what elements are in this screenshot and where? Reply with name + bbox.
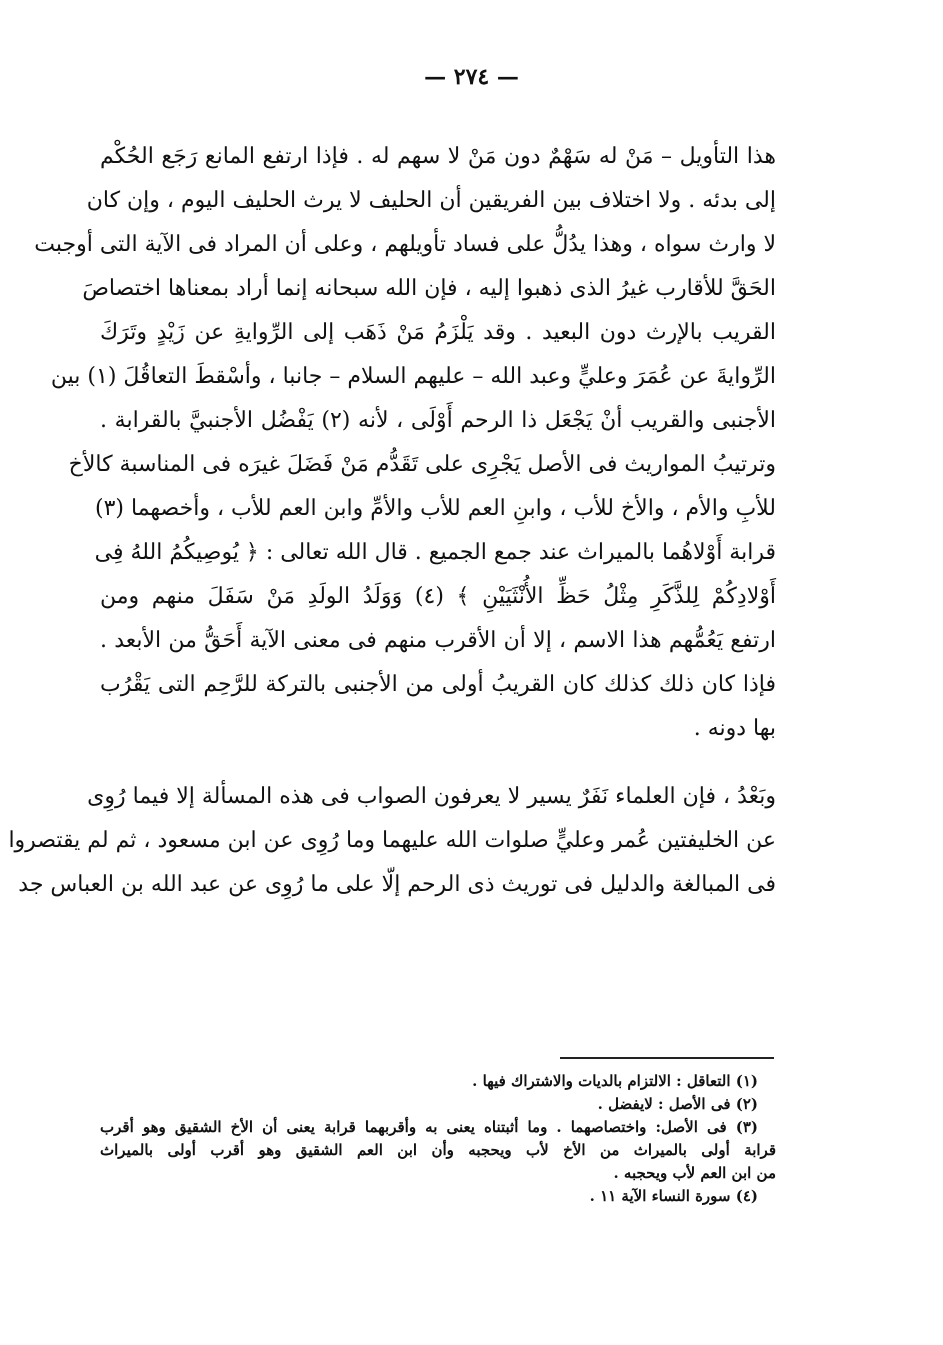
main-text xyxy=(8,135,777,907)
paragraph-gap xyxy=(100,751,776,775)
footnote-3: (٣) فى الأصل: واختصاصهما . وما أثبتناه يعنى به وأقربهما قرابة يعنى أن الأخ الشقيق وهو أقرب xyxy=(100,1118,758,1136)
text-line: بها دونه . xyxy=(693,716,776,741)
text-line: لا وارث سواه ، وهذا يدُلُّ على فساد تأويلهم ، وعلى أن المراد فى الآية التى أوجبت xyxy=(34,232,776,257)
footnotes xyxy=(100,1070,776,1208)
text-line: فى المبالغة والدليل فى توريث ذى الرحم إلّا على ما رُوِى عن عبد الله بن العباس جد xyxy=(18,872,776,897)
text-line: ارتفع يَعُمُّهم هذا الاسم ، إلا أن الأقرب منهم فى معنى الآية أَحَقُّ من الأبعد . xyxy=(100,628,776,653)
text-line: فإذا كان ذلك كذلك كان القريبُ أولى من الأجنبى بالتركة للرَّحِم التى يَقْرُب xyxy=(100,672,776,697)
text-line: الرِّوايةَ عن عُمَرَ وعليٍّ وعبد الله – عليهم السلام – جانبا ، وأسْقطَ التعاقُلَ (١) بين xyxy=(50,364,776,389)
footnote-4: (٤) سورة النساء الآية ١١ . xyxy=(589,1187,758,1205)
text-line: هذا التأويل – مَنْ له سَهْمٌ دون مَنْ لا سهم له . فإذا ارتفع المانع رَجَع الحُكْم xyxy=(100,144,776,169)
footnote-3-end: من ابن العم لأب ويحجبه . xyxy=(613,1164,776,1182)
text-line: الحَقَّ للأقارب غيرُ الذى ذهبوا إليه ، فإن الله سبحانه إنما أراد بمعناها اختصاصَ xyxy=(82,276,776,301)
text-line: وترتيبُ المواريث فى الأصل يَجْرِى على تَقَدُّم مَنْ فَضَلَ غيرَه فى المناسبة كالأخ xyxy=(68,452,776,477)
footnote-divider xyxy=(560,1057,774,1059)
page-number: — ٢٧٤ — xyxy=(424,64,519,90)
footnote-3-continued: قرابة أولى بالميراث من الأخ لأب ويحجبه وأن ابن العم الشقيق وهو أقرب أولى بالميراث xyxy=(100,1141,776,1159)
text-line: قرابة أَوْلاهُما بالميراث عند جمع الجميع . قال الله تعالى : ﴿ يُوصِيكُمُ اللهُ فِى xyxy=(94,540,776,565)
text-line: القريب بالإرث دون البعيد . وقد يَلْزَمُ مَنْ ذَهَب إلى الرِّوايةِ عن زَيْدٍ وتَرَكَ xyxy=(100,320,776,345)
footnote-1: (١) التعاقل : الالتزام بالديات والاشتراك فيها . xyxy=(472,1072,758,1090)
text-line: إلى بدئه . ولا اختلاف بين الفريقين أن الحليف لا يرث الحليف اليوم ، وإن كان xyxy=(86,188,776,213)
text-line: للأبِ والأم ، والأخ للأب ، وابنِ العم للأب والأمِّ وابن العم للأب ، وأخصهما (٣) xyxy=(95,496,776,521)
footnote-2: (٢) فى الأصل : لايفضل . xyxy=(597,1095,758,1113)
text-line: أَوْلادِكُمْ لِلذَّكَرِ مِثْلُ حَظِّ الأُنْثَيَيْنِ ﴾ (٤) وَوَلَدُ الولَدِ مَنْ سَفَلَ منهم ومن xyxy=(100,584,776,609)
text-line: عن الخليفتين عُمر وعليٍّ صلوات الله عليهما وما رُوِى عن ابن مسعود ، ثم لم يقتصروا xyxy=(8,828,776,853)
text-line: وبَعْدُ ، فإن العلماء نَفَرٌ يسير لا يعرفون الصواب فى هذه المسألة إلا فيما رُوِى xyxy=(87,784,776,809)
text-line: الأجنبى والقريب أنْ يَجْعَل ذا الرحم أَوْلَى ، لأنه (٢) يَفْضُل الأجنبيَّ بالقرابة . xyxy=(100,408,777,433)
